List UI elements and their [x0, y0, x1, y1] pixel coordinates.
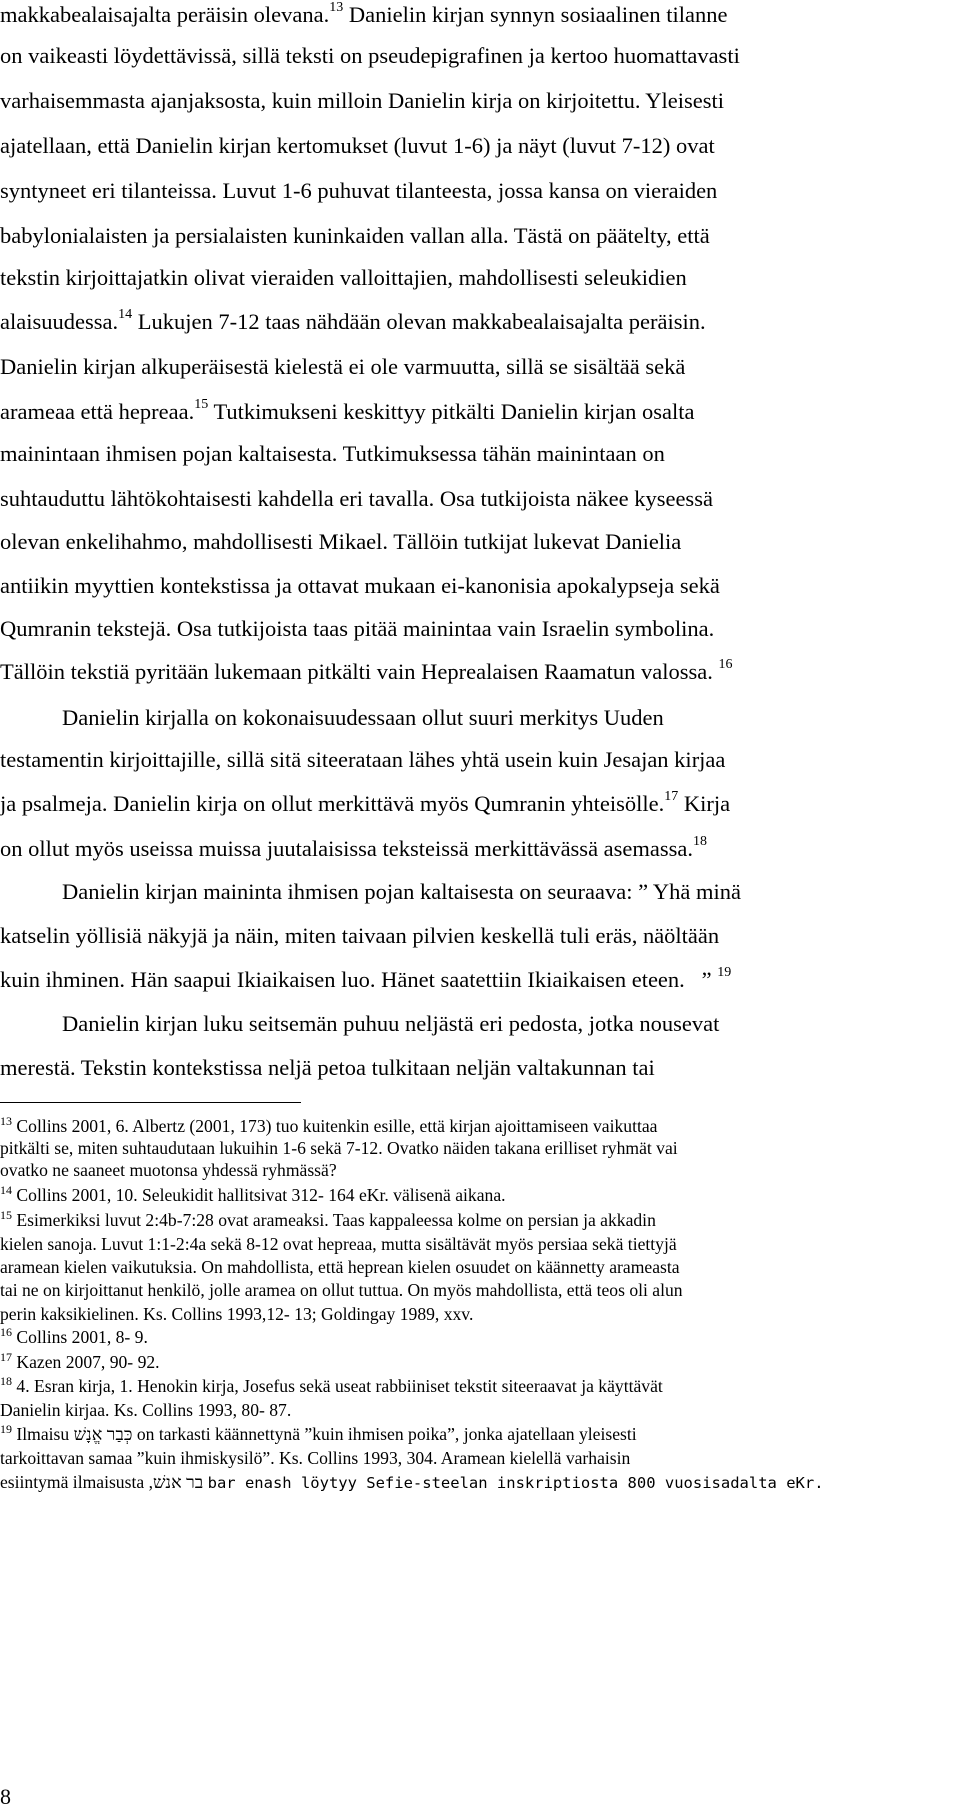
footnote-18: $^{18}$ 4. Esran kirja, 1. Henokin kirja, Josefus sekä useat rabbiiniset tekstit siteeraavat ja käyttävät [0, 1374, 663, 1396]
footnote-number: 14 [0, 1183, 12, 1197]
footnote-number: 19 [0, 1422, 12, 1436]
footnote-15: $^{15}$ Esimerkiksi luvut 2:4b-7:28 ovat arameaksi. Taas kappaleessa kolme on persian ja akkadin [0, 1208, 656, 1230]
text-line: Danielin kirjan alkuperäisestä kielestä ei ole varmuutta, sillä se sisältää sekä [0, 354, 686, 379]
footnote-line: esiintymä ilmaisusta בר אנשׁ, bar enash löytyy Sefie-steelan inskriptiosta 800 vuosisadalta eKr. [0, 1472, 824, 1492]
footnote-ref[interactable]: 18 [693, 834, 708, 849]
text-line: Qumranin tekstejä. Osa tutkijoista taas pitää mainintaa vain Israelin symbolina. [0, 616, 715, 641]
text-line: katselin yöllisiä näkyjä ja näin, miten taivaan pilvien keskellä tuli eräs, näöltään [0, 923, 720, 948]
text-line: arameaa että hepreaa.$^{15}$ Tutkimukseni keskittyy pitkälti Danielin kirjan osalta [0, 397, 695, 424]
footnote-19: $^{19}$ Ilmaisu כְּבַר אֱנָשׁ on tarkasti käännettynä ”kuin ihmisen poika”, jonka ajatellaan yleisesti [0, 1422, 637, 1444]
page-number: 8 [0, 1784, 11, 1809]
footnote-ref[interactable]: 19 [717, 965, 732, 980]
footnote-14: $^{14}$ Collins 2001, 10. Seleukidit hallitsivat 312- 164 eKr. välisenä aikana. [0, 1183, 506, 1205]
text-line: on vaikeasti löydettävissä, sillä teksti on pseudepigrafinen ja kertoo huomattavasti [0, 43, 740, 68]
text-line: varhaisemmasta ajanjaksosta, kuin milloin Danielin kirja on kirjoitettu. Yleisesti [0, 88, 725, 113]
footnote-line: ovatko ne saaneet muotonsa yhdessä ryhmässä? [0, 1160, 337, 1180]
footnote-ref[interactable]: 14 [118, 307, 133, 322]
text-line: Tällöin tekstiä pyritään lukemaan pitkälti vain Heprealaisen Raamatun valossa. $^{16}$ [0, 657, 733, 684]
footnote-number: 13 [0, 1114, 12, 1128]
footnote-line: pitkälti se, miten suhtaudutaan lukuihin 1-6 sekä 7-12. Ovatko näiden takana erilliset ryhmät vai [0, 1138, 678, 1158]
footnote-line: kielen sanoja. Luvut 1:1-2:4a sekä 8-12 ovat hepreaa, mutta sisältävät myös persiaa sekä tiettyjä [0, 1234, 677, 1254]
footnote-number: 17 [0, 1350, 12, 1364]
text-line: suhtauduttu lähtökohtaisesti kahdella eri tavalla. Osa tutkijoista näkee kyseessä [0, 486, 713, 511]
footnote-separator [0, 1102, 301, 1103]
footnote-ref[interactable]: 16 [718, 657, 733, 672]
text-line: on ollut myös useissa muissa juutalaisissa teksteissä merkittävässä asemassa.$^{18}$ [0, 834, 708, 861]
text-line: Danielin kirjan luku seitsemän puhuu neljästä eri pedosta, jotka nousevat [62, 1011, 720, 1036]
text-line: mainintaan ihmisen pojan kaltaisesta. Tutkimuksessa tähän mainintaan on [0, 441, 665, 466]
footnote-ref[interactable]: 15 [194, 397, 209, 412]
footnote-number: 16 [0, 1325, 12, 1339]
text-line: olevan enkelihahmo, mahdollisesti Mikael. Tällöin tutkijat lukevat Danielia [0, 529, 682, 554]
footnote-ref[interactable]: 17 [664, 789, 679, 804]
text-line: tekstin kirjoittajatkin olivat vieraiden valloittajien, mahdollisesti seleukidien [0, 265, 687, 290]
footnote-line: perin kaksikielinen. Ks. Collins 1993,12- 13; Goldingay 1989, xxv. [0, 1304, 474, 1324]
text-line: Danielin kirjan maininta ihmisen pojan kaltaisesta on seuraava: ” Yhä minä [62, 879, 741, 904]
text-line: ajatellaan, että Danielin kirjan kertomukset (luvut 1-6) ja näyt (luvut 7-12) ovat [0, 133, 715, 158]
footnote-number: 18 [0, 1374, 12, 1388]
text-line: alaisuudessa.$^{14}$ Lukujen 7-12 taas nähdään olevan makkabealaisajalta peräisin. [0, 307, 706, 334]
text-line: ja psalmeja. Danielin kirja on ollut merkittävä myös Qumranin yhteisölle.$^{17}$ Kirja [0, 789, 731, 816]
footnote-line: tai ne on kirjoittanut henkilö, jolle aramea on ollut tuttua. On myös mahdollista, että teos oli alun [0, 1280, 683, 1300]
text-line: makkabealaisajalta peräisin olevana.$^{13}$ Danielin kirjan synnyn sosiaalinen tilanne [0, 0, 728, 27]
text-line: Danielin kirjalla on kokonaisuudessaan ollut suuri merkitys Uuden [62, 705, 664, 730]
footnote-number: 15 [0, 1208, 12, 1222]
text-line: antiikin myyttien kontekstissa ja ottavat mukaan ei-kanonisia apokalypseja sekä [0, 573, 720, 598]
footnote-ref[interactable]: 13 [329, 0, 344, 15]
footnote-16: $^{16}$ Collins 2001, 8- 9. [0, 1325, 148, 1347]
text-line: syntyneet eri tilanteissa. Luvut 1-6 puhuvat tilanteesta, jossa kansa on vieraiden [0, 178, 718, 203]
text-line: kuin ihminen. Hän saapui Ikiaikaisen luo. Hänet saatettiin Ikiaikaisen eteen. ” $^{19}$ [0, 965, 732, 992]
footnote-17: $^{17}$ Kazen 2007, 90- 92. [0, 1350, 160, 1372]
footnote-13: $^{13}$ Collins 2001, 6. Albertz (2001, 173) tuo kuitenkin esille, että kirjan ajoittamiseen vaikuttaa [0, 1114, 658, 1136]
hebrew-phrase: כְּבַר אֱנָשׁ [73, 1424, 133, 1444]
text-line: testamentin kirjoittajille, sillä sitä siteerataan lähes yhtä usein kuin Jesajan kirjaa [0, 747, 726, 772]
footnote-line: tarkoittavan samaa ”kuin ihmiskysilö”. Ks. Collins 1993, 304. Aramean kielellä varhaisin [0, 1448, 631, 1468]
text-line: babylonialaisten ja persialaisten kuninkaiden vallan alla. Tästä on päätelty, että [0, 223, 710, 248]
hebrew-phrase: בר אנשׁ, [148, 1472, 204, 1492]
footnote-line: Danielin kirjaa. Ks. Collins 1993, 80- 87. [0, 1400, 292, 1420]
text-line: merestä. Tekstin kontekstissa neljä petoa tulkitaan neljän valtakunnan tai [0, 1055, 655, 1080]
footnote-line: aramean kielen vaikutuksia. On mahdollista, että heprean kielen osuudet on käännetty arameasta [0, 1257, 680, 1277]
